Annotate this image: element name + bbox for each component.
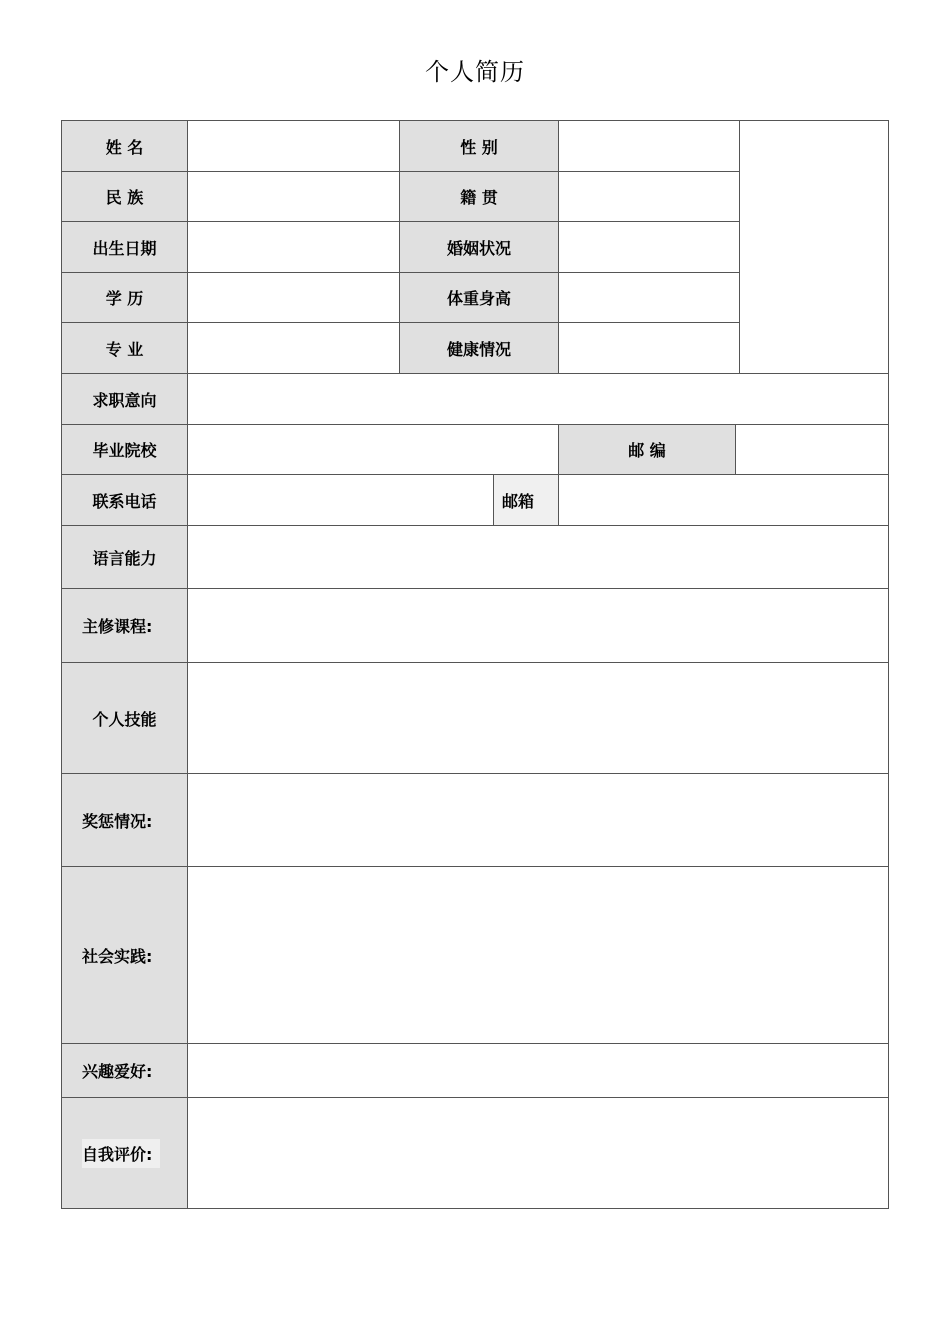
postcode-field[interactable] bbox=[736, 425, 888, 475]
health-label: 健康情况 bbox=[400, 323, 559, 374]
phone-field[interactable] bbox=[188, 475, 494, 526]
health-field[interactable] bbox=[559, 323, 740, 374]
resume-table bbox=[61, 120, 889, 1209]
education-field[interactable] bbox=[188, 273, 400, 323]
ethnicity-field[interactable] bbox=[188, 172, 400, 222]
language-label: 语言能力 bbox=[62, 526, 188, 589]
name-field[interactable] bbox=[188, 121, 400, 172]
gender-field[interactable] bbox=[559, 121, 740, 172]
school-label: 毕业院校 bbox=[62, 425, 188, 475]
email-label: 邮箱 bbox=[494, 475, 559, 526]
gender-label: 性 别 bbox=[400, 121, 559, 172]
awards-field[interactable] bbox=[188, 774, 888, 867]
awards-label: 奖惩情况: bbox=[62, 774, 188, 867]
self-eval-cell bbox=[62, 1098, 188, 1208]
school-field[interactable] bbox=[188, 425, 559, 475]
practice-field[interactable] bbox=[188, 867, 888, 1044]
birth-date-label: 出生日期 bbox=[62, 222, 188, 273]
self-eval-label: 自我评价: bbox=[82, 1139, 160, 1168]
ethnicity-label: 民 族 bbox=[62, 172, 188, 222]
height-weight-label: 体重身高 bbox=[400, 273, 559, 323]
major-label: 专 业 bbox=[62, 323, 188, 374]
hobbies-field[interactable] bbox=[188, 1044, 888, 1098]
marital-status-field[interactable] bbox=[559, 222, 740, 273]
photo-area[interactable] bbox=[740, 121, 888, 374]
native-place-label: 籍 贯 bbox=[400, 172, 559, 222]
height-weight-field[interactable] bbox=[559, 273, 740, 323]
hobbies-label: 兴趣爱好: bbox=[62, 1044, 188, 1098]
major-field[interactable] bbox=[188, 323, 400, 374]
language-field[interactable] bbox=[188, 526, 888, 589]
skills-field[interactable] bbox=[188, 663, 888, 774]
name-label: 姓 名 bbox=[62, 121, 188, 172]
practice-label: 社会实践: bbox=[62, 867, 188, 1044]
courses-field[interactable] bbox=[188, 589, 888, 663]
email-field[interactable] bbox=[559, 475, 888, 526]
job-intention-label: 求职意向 bbox=[62, 374, 188, 425]
postcode-label: 邮 编 bbox=[559, 425, 736, 475]
phone-label: 联系电话 bbox=[62, 475, 188, 526]
page-title: 个人简历 bbox=[425, 58, 525, 86]
education-label: 学 历 bbox=[62, 273, 188, 323]
self-eval-field[interactable] bbox=[188, 1098, 888, 1208]
birth-date-field[interactable] bbox=[188, 222, 400, 273]
skills-label: 个人技能 bbox=[62, 663, 188, 774]
courses-label: 主修课程: bbox=[62, 589, 188, 663]
native-place-field[interactable] bbox=[559, 172, 740, 222]
marital-status-label: 婚姻状况 bbox=[400, 222, 559, 273]
job-intention-field[interactable] bbox=[188, 374, 888, 425]
